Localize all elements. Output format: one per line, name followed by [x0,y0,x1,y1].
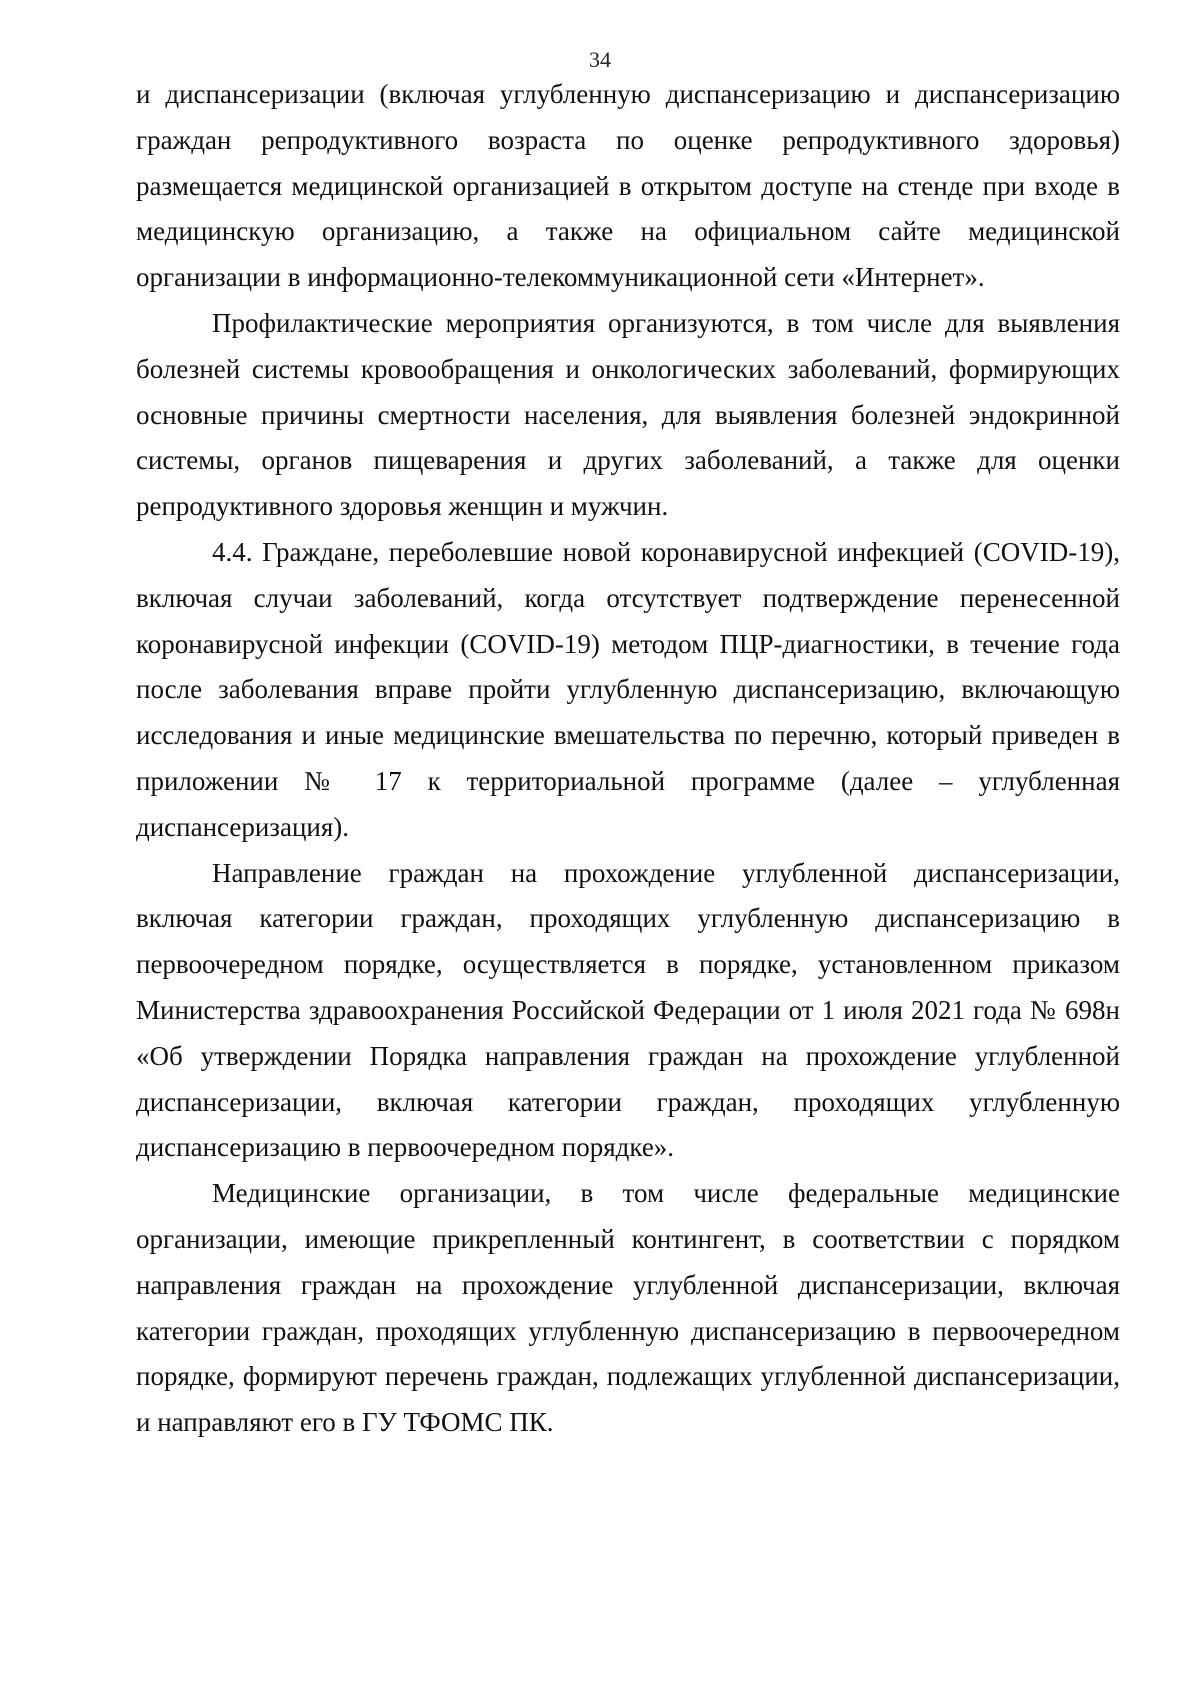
paragraph-section-4-4: 4.4. Граждане, переболевшие новой коронавирусной инфекцией (COVID-19), включая случаи заболеваний, когда отсутствует подтверждение перенесенной коронавирусной инфекции (COVID-19) методом ПЦР-диагностики, в течение года после заболевания вправе пройти углубленную диспансеризацию, включающую исследования и иные медицинские вмешательства по перечню, который приведен в приложении № 17 к территориальной программе (далее – углубленная диспансеризация). [136,536,1120,842]
paragraph-referral-procedure: Направление граждан на прохождение углубленной диспансеризации, включая категории граждан, проходящих углубленную диспансеризацию в первоочередном порядке, осуществляется в порядке, установленном приказом Министерства здравоохранения Российской Федерации от 1 июля 2021 года № 698н «Об утверждении Порядка направления граждан на прохождение углубленной диспансеризации, включая категории граждан, проходящих углубленную диспансеризацию в первоочередном порядке». [136,857,1120,1163]
paragraph-preventive-measures: Профилактические мероприятия организуются, в том числе для выявления болезней системы кровообращения и онкологических заболеваний, формирующих основные причины смертности населения, для выявления болезней эндокринной системы, органов пищеварения и других заболеваний, а также для оценки репродуктивного здоровья женщин и мужчин. [136,307,1120,522]
document-body [136,72,1120,1446]
page-number: 34 [589,47,611,72]
paragraph-medical-organizations: Медицинские организации, в том числе федеральные медицинские организации, имеющие прикрепленный контингент, в соответствии с порядком направления граждан на прохождение углубленной диспансеризации, включая категории граждан, проходящих углубленную диспансеризацию в первоочередном порядке, формируют перечень граждан, подлежащих углубленной диспансеризации, и направляют его в ГУ ТФОМС ПК. [136,1178,1120,1438]
paragraph-continuation: и диспансеризации (включая углубленную диспансеризацию и диспансеризацию граждан репродуктивного возраста по оценке репродуктивного здоровья) размещается медицинской организацией в открытом доступе на стенде при входе в медицинскую организацию, а также на официальном сайте медицинской организации в информационно-телекоммуникационной сети «Интернет». [136,79,1120,293]
